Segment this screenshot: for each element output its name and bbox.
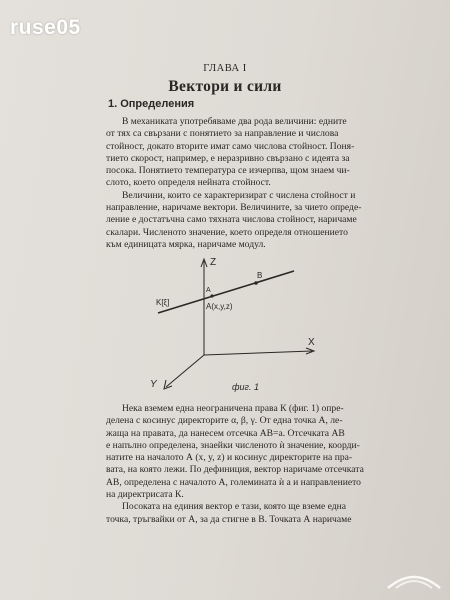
point-a-label: A	[206, 287, 211, 294]
text-line: слото, което определя нейната стойност.	[106, 177, 271, 189]
text-line: стойност, докато вторите имат само числова стойност. Поня-	[106, 140, 355, 152]
text-line: делена с косинус директорите α, β, γ. От една точка А, ле-	[106, 415, 343, 427]
text-line: на директрисата К.	[106, 489, 184, 501]
text-line: скалари. Численото значение, което определя отношението	[106, 226, 348, 238]
y-axis-label: Y	[150, 379, 157, 390]
y-axis-arrow	[164, 380, 172, 389]
text-line: посока. Понятието температура се изчерпва, щом знаем чи-	[106, 165, 350, 177]
text-line: точка, тръгвайки от А, за да стигне в В. Точката А наричаме	[106, 513, 352, 525]
x-axis-label: X	[308, 337, 315, 348]
text-line: натите на началото А (x, y, z) и косинус директорите на пра-	[106, 452, 353, 464]
x-axis-line	[204, 351, 312, 355]
text-line: Нека вземем една неограничена права К (фиг. 1) опре-	[122, 403, 344, 414]
line-k-label: K[ξ]	[156, 298, 170, 307]
text-line: към единицата мярка, наричаме модул.	[106, 238, 266, 250]
text-line: Посоката на единия вектор е тази, която ще вземе една	[122, 501, 347, 513]
text-line: вата, на която лежи. По дефиниция, вектор наричаме отсечката	[106, 464, 364, 476]
body-text-bottom	[106, 403, 424, 526]
chapter-title: Вектори и сили	[168, 78, 282, 95]
text-line: ление е достатъчна само тяхната числова стойност, наричаме	[106, 214, 357, 226]
text-line: от тях са свързани с понятието за направление и числова	[106, 128, 339, 140]
watermark-logo: ruse05	[10, 16, 81, 39]
body-text-top	[106, 116, 424, 251]
point-b-label: B	[257, 271, 263, 280]
point-a-dot	[210, 294, 213, 297]
figure-1-coordinate-diagram	[140, 247, 330, 397]
point-a-coords-label: A(x,y,z)	[206, 302, 233, 311]
text-line: тието скорост, например, е неразривно свързано с идеята за	[106, 152, 350, 164]
point-b-dot	[254, 281, 258, 285]
text-line: AB, определена с началото А, големината ѝ a и направлението	[106, 476, 361, 488]
text-line: направление, наричаме вектори. Величините, за чието опреде-	[106, 202, 362, 214]
chapter-label: ГЛАВА I	[203, 63, 247, 74]
z-axis-label: Z	[210, 257, 217, 268]
section-heading: 1. Определения	[108, 98, 195, 110]
text-line: е напълно определена, знаейки численото ѝ значение, коорди-	[106, 439, 360, 451]
y-axis-line	[166, 355, 204, 387]
text-line: жаща на правата, да нанесем отсечка AB=a. Отсечката AB	[106, 427, 345, 439]
watermark-bazar-logo	[384, 564, 444, 594]
text-line: Величини, които се характеризират с числена стойност и	[122, 189, 356, 201]
figure-caption: фиг. 1	[232, 382, 259, 392]
text-line: В механиката употребяваме два рода величини: едните	[122, 116, 347, 127]
